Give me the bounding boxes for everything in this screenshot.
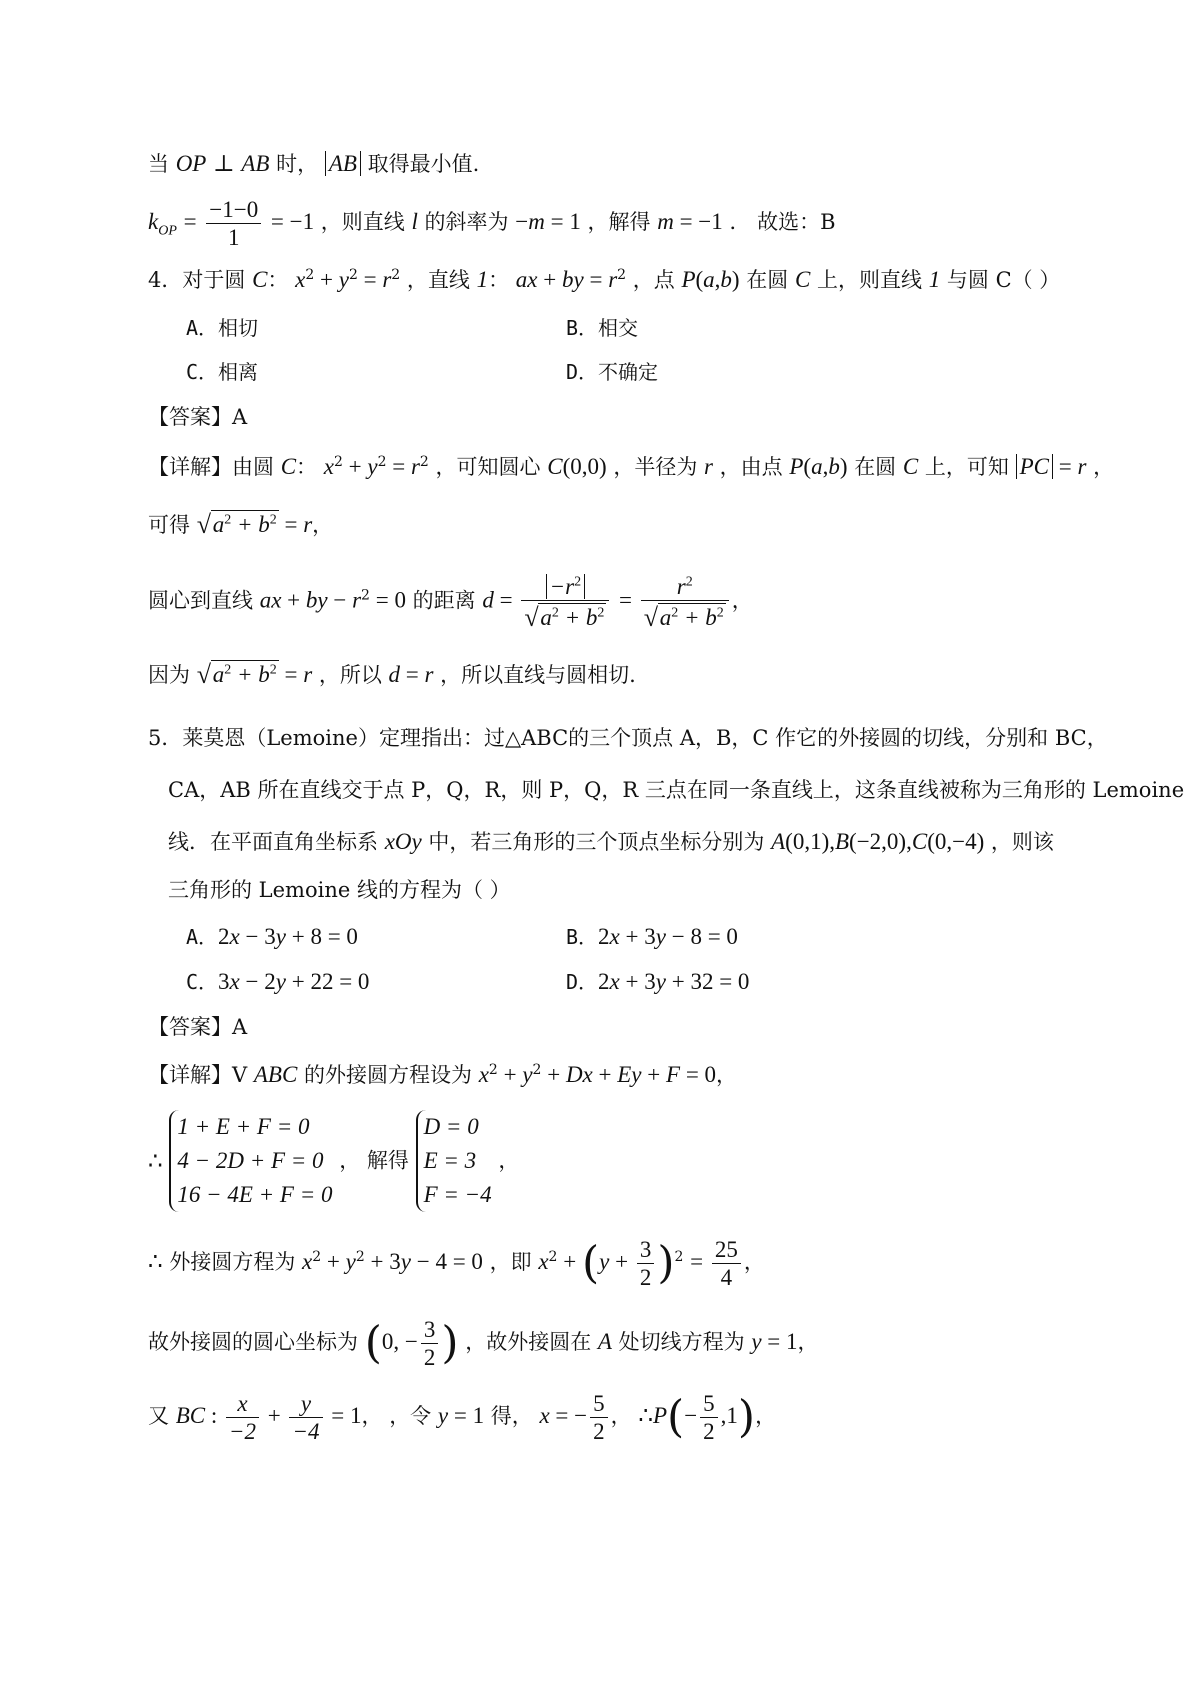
text: ，令 (389, 1404, 432, 1428)
text: 的外接圆方程设为 (304, 1063, 472, 1087)
text: 当 (148, 152, 169, 176)
detail-line: 又 BC : $\frac{x}{-2}$ + $\frac{y}{-4}$ = 1， ，令 y = 1 得， x = − $\frac{5}{2}$ ， ∴P(− $\frac{5}{2}$ ,1)， (148, 1391, 777, 1444)
option-a: A．相切 (186, 316, 259, 340)
text: ，直线 (406, 268, 470, 292)
question-5-line3: 线．在平面直角坐标系 xOy 中，若三角形的三个顶点坐标分别为 A(0,1),B(−2,0),C(0,−4) ，则该 (168, 829, 1054, 854)
text: ，点 (632, 268, 675, 292)
text: ， (1093, 455, 1115, 479)
answer-label: 【答案】A (148, 405, 248, 429)
text: C (252, 267, 268, 292)
text: 【详解】由圆 (148, 455, 274, 479)
text: 上，则直线 (817, 268, 922, 292)
text: 取得最小值. (367, 152, 480, 176)
text: C． (186, 970, 219, 994)
text: 1 (928, 267, 941, 292)
text: 时， (276, 152, 319, 176)
text: ，故外接圆在 (465, 1330, 592, 1354)
option-c: C．相离 (186, 360, 259, 384)
text: 可得 (148, 513, 190, 537)
system-left: 1 + E + F = 0 4 − 2D + F = 0 16 − 4E + F = 0 (169, 1110, 332, 1212)
text: A． (186, 925, 219, 949)
question-4: 4．对于圆 C： $x^2 + y^2 = r^2$ ，直线 1： ax + by = $r^2$ ，点 P(a,b) 在圆 C 上，则直线 1 与圆 C（ ） (148, 267, 1061, 292)
text: 又 (148, 1404, 169, 1428)
option-c: C．3x − 2y + 22 = 0 (186, 969, 370, 994)
question-5-line4: 三角形的 Lemoine 线的方程为（ ） (168, 878, 511, 902)
text: ，则该 (990, 830, 1054, 854)
equation-system: ∴ 1 + E + F = 0 4 − 2D + F = 0 16 − 4E + F = 0 ， 解得 D = 0 E = 3 F = −4 ， (148, 1110, 519, 1212)
text: ，半径为 (613, 455, 698, 479)
text: C（ ） (995, 268, 1061, 292)
text: ： (488, 268, 510, 292)
detail-line: 可得 √ $a^2 + b^2 = r$， (148, 510, 334, 539)
detail-line: 【详解】由圆 C： $x^2 + y^2 = r^2$ ，可知圆心 C(0,0) ，半径为 r ，由点 P(a,b) 在圆 C 上，可知 PC = r ， (148, 454, 1115, 479)
text: ，解得 (587, 210, 651, 234)
text: 的斜率为 (424, 210, 509, 234)
text: 1 (476, 267, 489, 292)
text: ，可知圆心 (435, 455, 541, 479)
option-a: A．2x − 3y + 8 = 0 (186, 924, 358, 949)
text: ，即 (489, 1250, 532, 1274)
text: ： (296, 455, 318, 479)
text: ，则直线 (320, 210, 405, 234)
detail-line: 故外接圆的圆心坐标为 (0, − $\frac{3}{2}$ ) ，故外接圆在 A 处切线方程为 y = 1， (148, 1317, 819, 1370)
text: ． 故选：B (729, 210, 836, 234)
detail-line: 【详解】V ABC 的外接圆方程设为 $x^2 + y^2 + Dx + Ey + F = 0$， (148, 1062, 738, 1087)
text: 处切线方程为 (618, 1330, 745, 1354)
text: ，由点 (719, 455, 783, 479)
text: 4．对于圆 (148, 268, 246, 292)
detail-line: 圆心到直线 ax + by − $r^2 = 0$ 的距离 d = $-r^2$ √ $a^2 + b^2$ = $r^2$ √ $a^2 + b^2$ ， (148, 574, 753, 632)
question-5-line1: 5．莱莫恩（Lemoine）定理指出：过△ABC的三个顶点 A，B，C 作它的外接圆的切线，分别和 BC， (148, 726, 1108, 750)
system-right: D = 0 E = 3 F = −4 (416, 1110, 492, 1212)
text: 圆心到直线 (148, 588, 253, 613)
question-5-line2: CA，AB 所在直线交于点 P，Q，R，则 P，Q，R 三点在同一条直线上，这条直线被称为三角形的 Lemoine (168, 778, 1185, 802)
text: ，所以直线与圆相切. (440, 663, 636, 687)
answer-label: 【答案】A (148, 1015, 248, 1039)
text-line: 当 OP ⊥ AB 时， AB 取得最小值. (148, 151, 480, 176)
detail-line: ∴ 外接圆方程为 $x^2 + y^2 + 3y - 4 = 0$ ，即 $x^2 + (y$ + $\frac{3}{2}$ )$^2$ = $\frac{25}{4}$ ， (148, 1237, 765, 1290)
option-b: B．2x + 3y − 8 = 0 (566, 924, 738, 949)
text: 因为 (148, 663, 190, 687)
text: ： (267, 268, 289, 292)
text: B． (566, 925, 599, 949)
text: 故外接圆的圆心坐标为 (148, 1330, 358, 1354)
text: 与圆 (946, 268, 989, 292)
text: 中，若三角形的三个顶点坐标分别为 (428, 830, 765, 854)
text: 的距离 (412, 588, 476, 613)
text: 在圆 (746, 268, 789, 292)
detail-line: 因为 √ $a^2 + b^2 = r$ ，所以 d = r ，所以直线与圆相切. (148, 660, 636, 689)
text: ，所以 (318, 663, 382, 687)
text: 线．在平面直角坐标系 (168, 830, 378, 854)
text: 外接圆方程为 (169, 1250, 296, 1274)
option-b: B．相交 (566, 316, 639, 340)
text: 解得 (366, 1148, 409, 1173)
text-line: $k_{OP}$ = $\frac{-1-0}{1}$ = −1 ，则直线 l 的斜率为 −m = 1 ，解得 m = −1 ． 故选：B (148, 197, 836, 250)
text: 【详解】V (148, 1063, 248, 1087)
text: 得， (490, 1404, 533, 1428)
text: D． (566, 970, 599, 994)
option-d: D．2x + 3y + 32 = 0 (566, 969, 750, 994)
option-d: D．不确定 (566, 360, 659, 384)
text: 上，可知 (924, 455, 1009, 479)
text: 在圆 (854, 455, 897, 479)
